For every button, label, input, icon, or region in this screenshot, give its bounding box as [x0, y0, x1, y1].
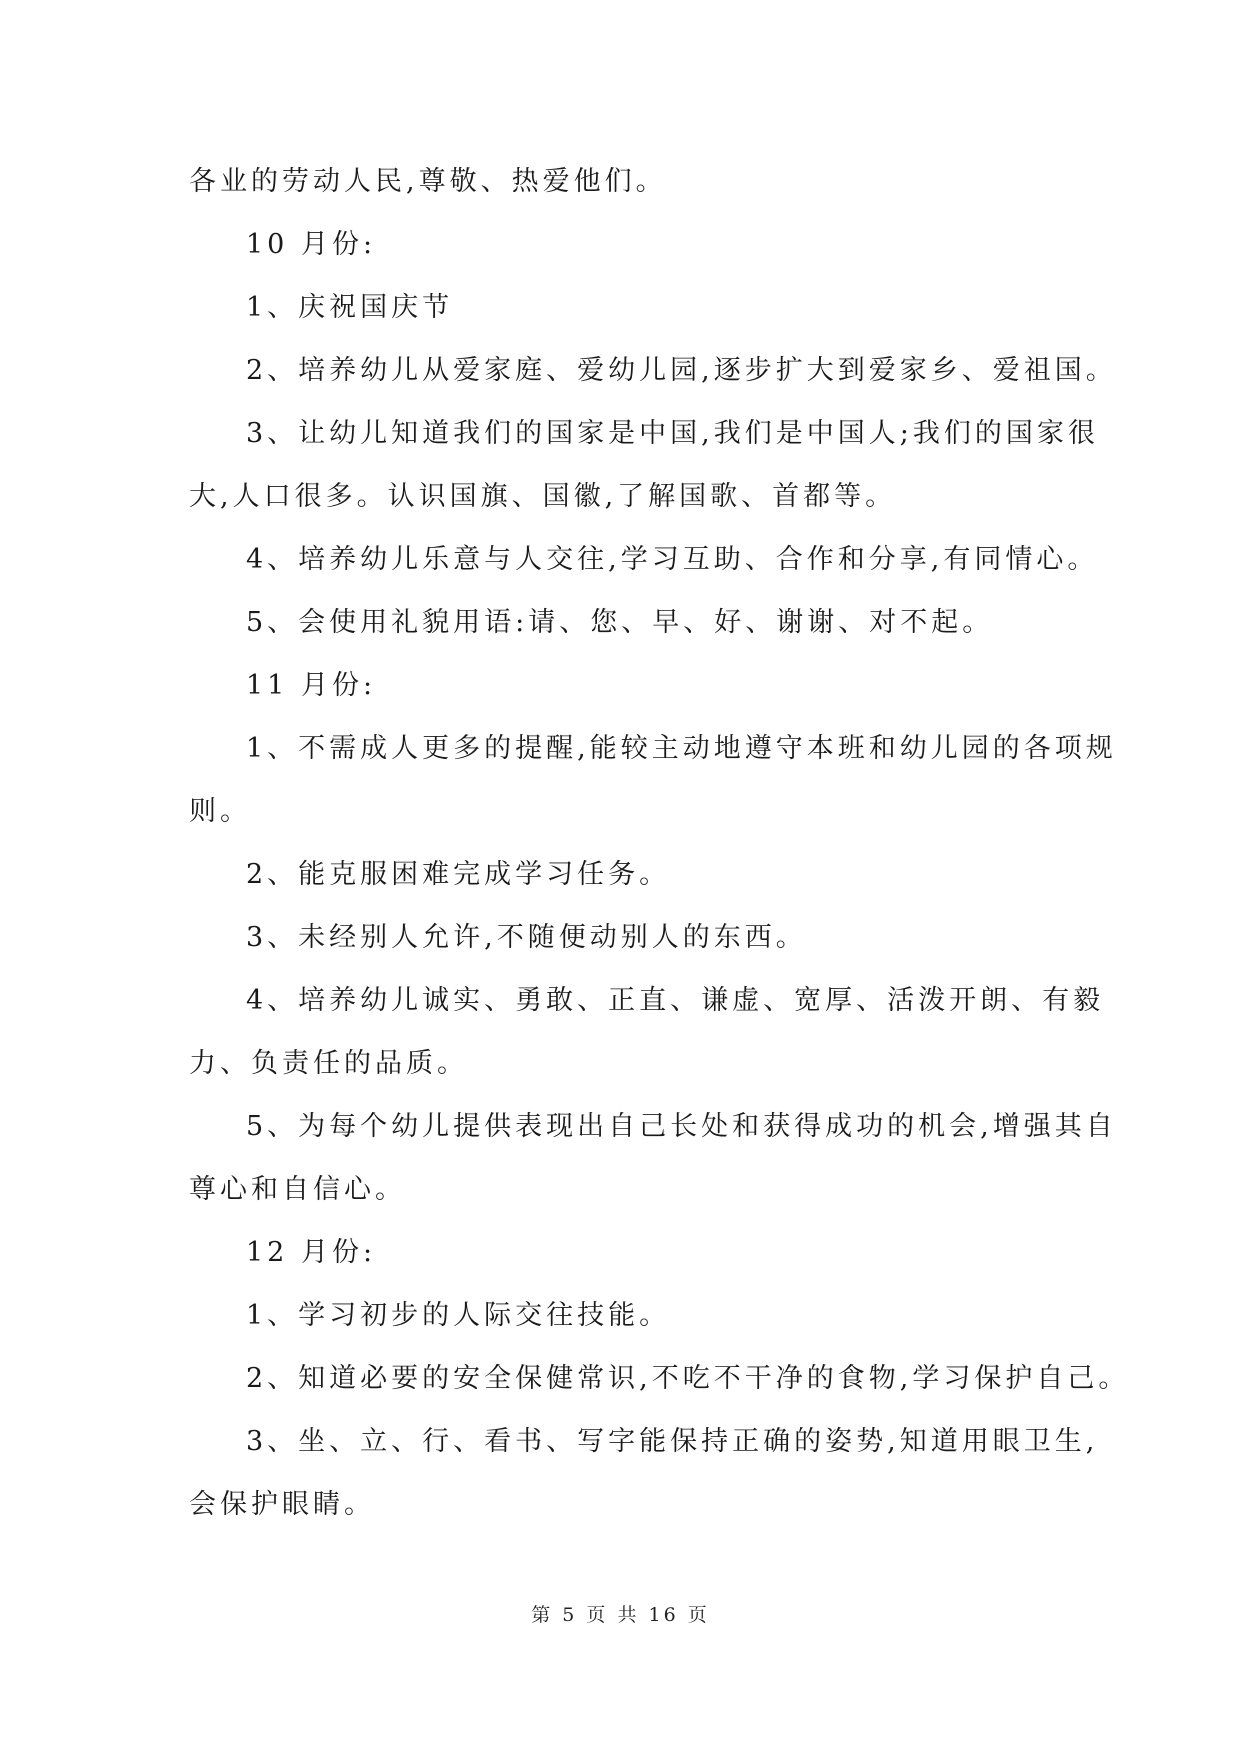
text-line: 1、学习初步的人际交往技能。: [246, 1300, 671, 1331]
text-line: 1、不需成人更多的提醒,能较主动地遵守本班和幼儿园的各项规: [246, 733, 1117, 764]
text-line: 11 月份:: [246, 670, 377, 701]
text-line: 2、能克服困难完成学习任务。: [246, 859, 671, 890]
text-line: 4、培养幼儿诚实、勇敢、正直、谦虚、宽厚、活泼开朗、有毅: [246, 985, 1105, 1016]
page-footer: 第 5 页 共 16 页: [531, 1604, 710, 1626]
text-line: 10 月份:: [246, 229, 377, 260]
text-line: 大,人口很多。认识国旗、国徽,了解国歌、首都等。: [189, 481, 897, 512]
text-line: 5、为每个幼儿提供表现出自己长处和获得成功的机会,增强其自: [246, 1111, 1117, 1142]
text-line: 各业的劳动人民,尊敬、热爱他们。: [189, 166, 667, 197]
text-line: 会保护眼睛。: [189, 1489, 375, 1520]
text-line: 3、坐、立、行、看书、写字能保持正确的姿势,知道用眼卫生,: [246, 1426, 1099, 1457]
text-line: 5、会使用礼貌用语:请、您、早、好、谢谢、对不起。: [246, 607, 994, 638]
text-line: 3、未经别人允许,不随便动别人的东西。: [246, 922, 807, 953]
text-line: 1、庆祝国庆节: [246, 292, 454, 323]
text-line: 则。: [189, 796, 251, 827]
text-line: 4、培养幼儿乐意与人交往,学习互助、合作和分享,有同情心。: [246, 544, 1099, 575]
text-line: 2、培养幼儿从爱家庭、爱幼儿园,逐步扩大到爱家乡、爱祖国。: [246, 355, 1117, 386]
text-line: 尊心和自信心。: [189, 1174, 406, 1205]
text-line: 3、让幼儿知道我们的国家是中国,我们是中国人;我们的国家很: [246, 418, 1099, 449]
text-line: 12 月份:: [246, 1237, 377, 1268]
text-line: 力、负责任的品质。: [189, 1048, 468, 1079]
document-body: [189, 150, 1130, 1536]
text-line: 2、知道必要的安全保健常识,不吃不干净的食物,学习保护自己。: [246, 1363, 1130, 1394]
